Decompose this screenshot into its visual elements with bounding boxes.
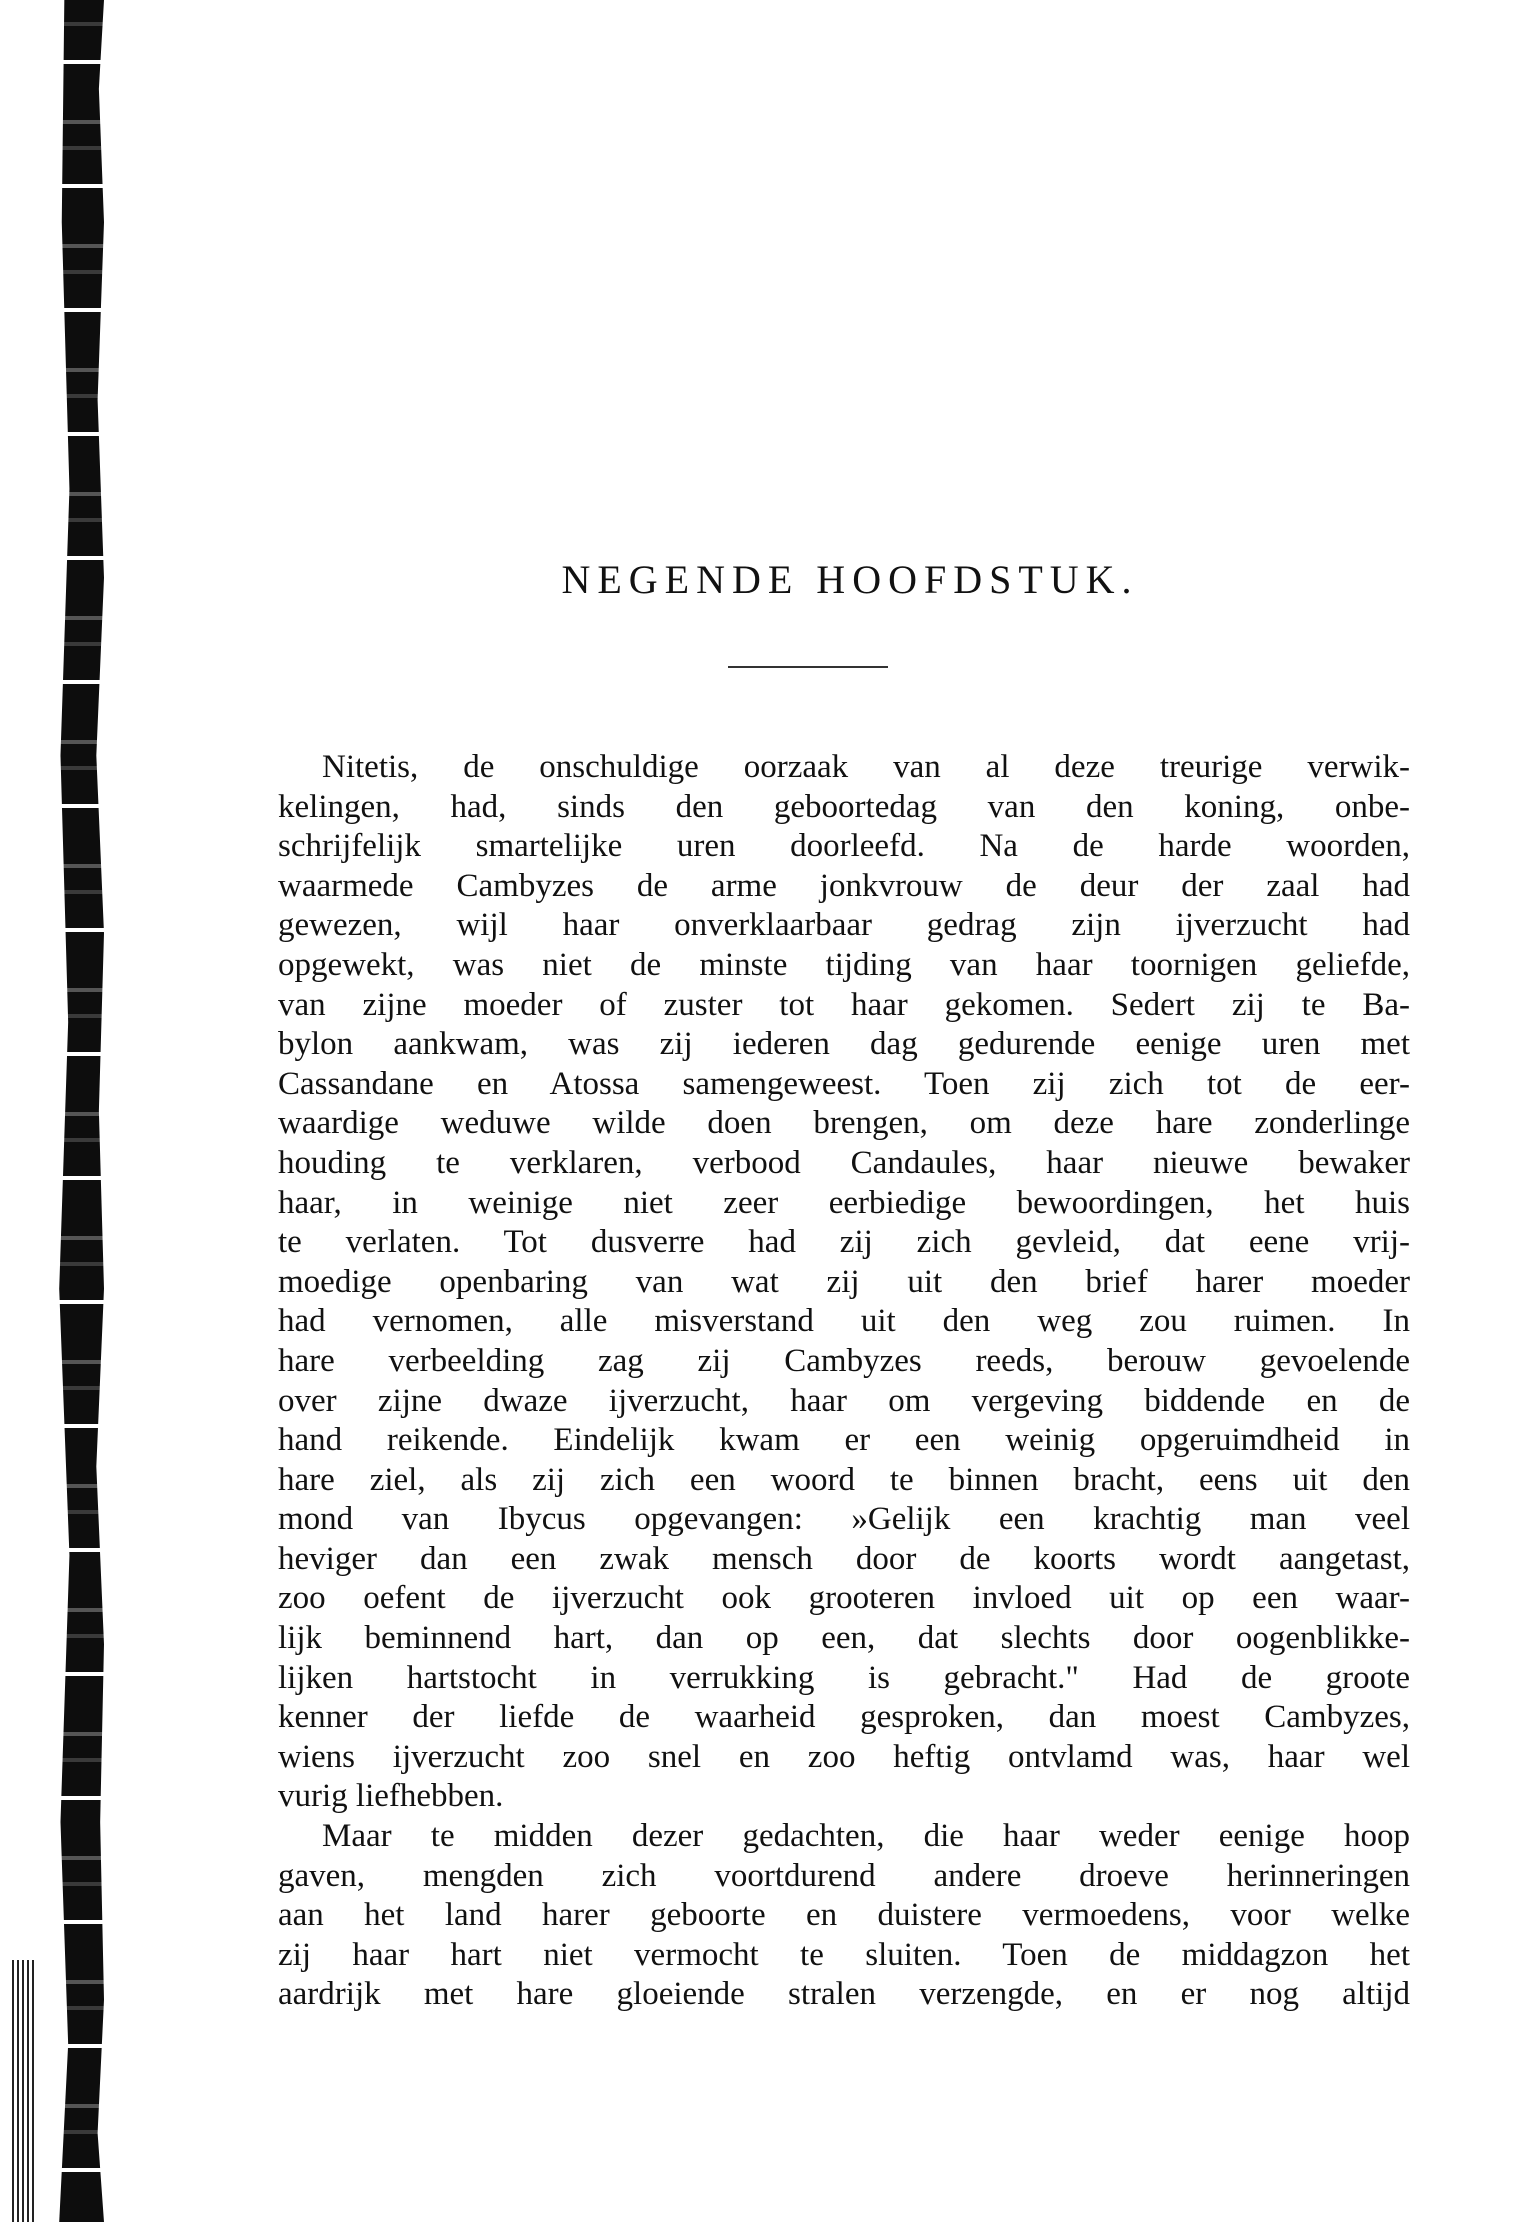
text-line: aardrijk met hare gloeiende stralen verzengde, en er nog altijd <box>278 1976 1410 2013</box>
text-line: zij haar hart niet vermocht te sluiten. Toen de middagzon het <box>278 1936 1410 1973</box>
title-rule <box>728 666 888 668</box>
text-line: hare verbeelding zag zij Cambyzes reeds, berouw gevoelende <box>278 1342 1410 1379</box>
text-line: aan het land harer geboorte en duistere vermoedens, voor welke <box>278 1897 1410 1934</box>
text-line: lijk beminnend hart, dan op een, dat slechts door oogenblikke- <box>278 1620 1410 1657</box>
text-line: Cassandane en Atossa samengeweest. Toen zij zich tot de eer- <box>278 1065 1410 1102</box>
text-line: had vernomen, alle misverstand uit den weg zou ruimen. In <box>278 1303 1410 1340</box>
text-line: schrijfelijk smartelijke uren doorleefd. Na de harde woorden, <box>278 828 1410 865</box>
text-line: wiens ijverzucht zoo snel en zoo heftig ontvlamd was, haar wel <box>278 1738 1410 1775</box>
text-line: gaven, mengden zich voortdurend andere droeve herinneringen <box>278 1857 1410 1894</box>
chapter-title: NEGENDE HOOFDSTUK. <box>561 557 1139 602</box>
text-line: haar, in weinige niet zeer eerbiedige bewoordingen, het huis <box>278 1184 1410 1221</box>
body-text <box>278 748 1410 2015</box>
paragraph-2 <box>278 1817 1410 2015</box>
text-line: waarmede Cambyzes de arme jonkvrouw de deur der zaal had <box>278 867 1410 904</box>
text-line: waardige weduwe wilde doen brengen, om deze hare zonderlinge <box>278 1105 1410 1142</box>
text-line: houding te verklaren, verbood Candaules, haar nieuwe bewaker <box>278 1144 1410 1181</box>
binding-edge <box>40 0 104 2222</box>
text-line: kelingen, had, sinds den geboortedag van den koning, onbe- <box>278 788 1410 825</box>
text-line: vurig liefhebben. <box>278 1778 504 1815</box>
text-line: over zijne dwaze ijverzucht, haar om vergeving biddende en de <box>278 1382 1410 1419</box>
text-line: van zijne moeder of zuster tot haar gekomen. Sedert zij te Ba- <box>278 986 1410 1023</box>
paragraph-1 <box>278 748 1410 1817</box>
text-line: lijken hartstocht in verrukking is gebracht." Had de groote <box>278 1659 1410 1696</box>
text-line: mond van Ibycus opgevangen: »Gelijk een krachtig man veel <box>278 1501 1410 1538</box>
text-line: kenner der liefde de waarheid gesproken, dan moest Cambyzes, <box>278 1699 1410 1736</box>
text-line: zoo oefent de ijverzucht ook grooteren invloed uit op een waar- <box>278 1580 1410 1617</box>
text-line: heviger dan een zwak mensch door de koorts wordt aangetast, <box>278 1540 1410 1577</box>
text-line: hare ziel, als zij zich een woord te binnen bracht, eens uit den <box>278 1461 1410 1498</box>
text-line: moedige openbaring van wat zij uit den brief harer moeder <box>278 1263 1410 1300</box>
binding-edge-strip <box>12 1960 34 2222</box>
text-line: opgewekt, was niet de minste tijding van haar toornigen geliefde, <box>278 946 1410 983</box>
text-line: bylon aankwam, was zij iederen dag gedurende eenige uren met <box>278 1026 1410 1063</box>
text-line: Maar te midden dezer gedachten, die haar weder eenige hoop <box>322 1818 1410 1855</box>
text-line: hand reikende. Eindelijk kwam er een weinig opgeruimdheid in <box>278 1422 1410 1459</box>
text-line: te verlaten. Tot dusverre had zij zich gevleid, dat eene vrij- <box>278 1224 1410 1261</box>
text-line: Nitetis, de onschuldige oorzaak van al deze treurige verwik- <box>322 749 1410 785</box>
text-line: gewezen, wijl haar onverklaarbaar gedrag zijn ijverzucht had <box>278 907 1410 944</box>
